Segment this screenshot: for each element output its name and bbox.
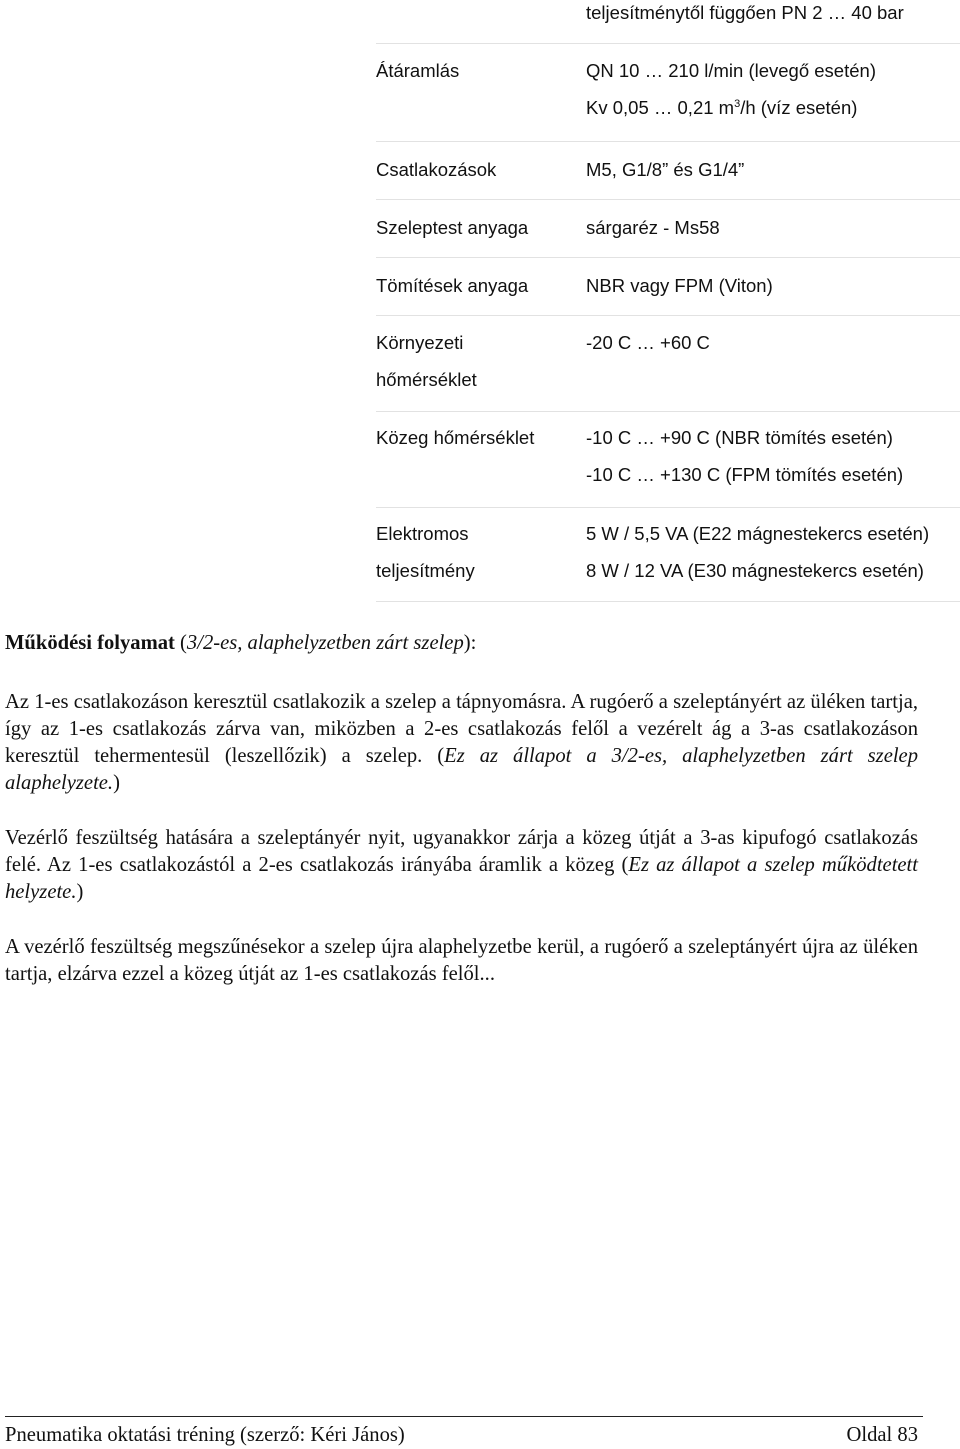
body-material-value: sárgaréz - Ms58 <box>586 217 720 238</box>
flow-value-line-2 <box>586 89 960 126</box>
ambient-temp-label-2: hőmérséklet <box>376 369 477 390</box>
footer-title: Pneumatika oktatási tréning (szerző: Kéri János) <box>5 1424 405 1446</box>
seal-material-label: Tömítések anyaga <box>376 275 529 296</box>
power-label-1: Elektromos <box>376 523 469 544</box>
heading-bold: Működési folyamat <box>5 632 175 654</box>
ambient-temp-label-1: Környezeti <box>376 332 464 353</box>
flow-value-line-1: QN 10 … 210 l/min (levegő esetén) <box>586 60 876 81</box>
paragraph-2-body: Vezérlő feszültség hatására a szeleptányér nyit, ugyanakkor zárja a közeg útját a 3-as kipufogó csatlakozás felé. Az 1-es csatlakozástól a 2-es csatlakozás irányába áramlik a közeg ( <box>5 827 918 876</box>
paragraph-1-text <box>5 689 918 797</box>
paragraph-2-italic: Ez az állapot a szelep működtetett helyzete. <box>5 854 919 903</box>
connections-label: Csatlakozások <box>376 159 497 180</box>
paragraph-3-text: A vezérlő feszültség megszűnésekor a szelep újra alaphelyzetbe kerül, a rugóerő a szeleptányért újra az üléken tartja, elzárva ezzel a közeg útját az 1-es csatlakozás felől... <box>5 936 918 985</box>
flow-label: Átáramlás <box>376 60 460 81</box>
flow-value-2-sup: 3 <box>734 97 741 110</box>
pressure-value: teljesítménytől függően PN 2 … 40 bar <box>586 2 904 23</box>
paragraph-1-body: Az 1-es csatlakozáson keresztül csatlakozik a szelep a tápnyomásra. A rugóerő a szeleptányért az üléken tartja, így az 1-es csatlakozás zárva van, miközben a 2-es csatlakozás felől a vezérelt ág a 3-as csatlakozáson keresztül tehermentesül (leszellőzik) a szelep. ( <box>5 691 918 767</box>
spec-row-ambient-temp <box>376 316 960 412</box>
heading-paren-open: ( <box>174 632 187 654</box>
flow-value-2-post: /h (víz esetén) <box>740 97 858 118</box>
footer-page-number: Oldal 83 <box>846 1424 918 1446</box>
heading-italic: 3/2-es, alaphelyzetben zárt szelep <box>186 632 464 654</box>
heading-paren-close: ): <box>463 632 477 654</box>
paragraph-1 <box>5 689 918 797</box>
power-label-2: teljesítmény <box>376 560 475 581</box>
medium-temp-value <box>586 419 960 493</box>
ambient-temp-label <box>376 324 576 398</box>
paragraph-1-end: ) <box>113 772 120 794</box>
power-label <box>376 515 576 589</box>
paragraph-2-text <box>5 825 918 906</box>
medium-temp-value-1: -10 C … +90 C (NBR tömítés esetén) <box>586 427 893 448</box>
power-value <box>586 515 960 589</box>
spec-row-seal-material <box>376 258 960 316</box>
footer-divider <box>5 1416 923 1417</box>
spec-row-body-material <box>376 200 960 258</box>
spec-table <box>376 0 960 602</box>
paragraph-1-italic: Ez az állapot a 3/2-es, alaphelyzetben zárt szelep alaphelyzete. <box>5 745 918 794</box>
connections-value: M5, G1/8” és G1/4” <box>586 159 745 180</box>
power-value-2: 8 W / 12 VA (E30 mágnestekercs esetén) <box>586 560 924 581</box>
section-heading <box>5 630 476 657</box>
spec-row-pressure <box>376 0 960 44</box>
body-material-label: Szeleptest anyaga <box>376 217 529 238</box>
seal-material-value: NBR vagy FPM (Viton) <box>586 275 773 296</box>
medium-temp-label: Közeg hőmérséklet <box>376 427 535 448</box>
flow-value <box>586 52 960 126</box>
power-value-1: 5 W / 5,5 VA (E22 mágnestekercs esetén) <box>586 523 930 544</box>
spec-row-medium-temp <box>376 412 960 508</box>
flow-value-2-pre: Kv 0,05 … 0,21 m <box>586 97 735 118</box>
spec-row-flow <box>376 44 960 142</box>
medium-temp-value-2: -10 C … +130 C (FPM tömítés esetén) <box>586 464 904 485</box>
paragraph-2-end: ) <box>76 881 84 903</box>
ambient-temp-value: -20 C … +60 C <box>586 332 710 353</box>
paragraph-2 <box>5 825 918 906</box>
spec-row-connections <box>376 142 960 200</box>
paragraph-3 <box>5 934 918 988</box>
spec-row-power <box>376 508 960 602</box>
